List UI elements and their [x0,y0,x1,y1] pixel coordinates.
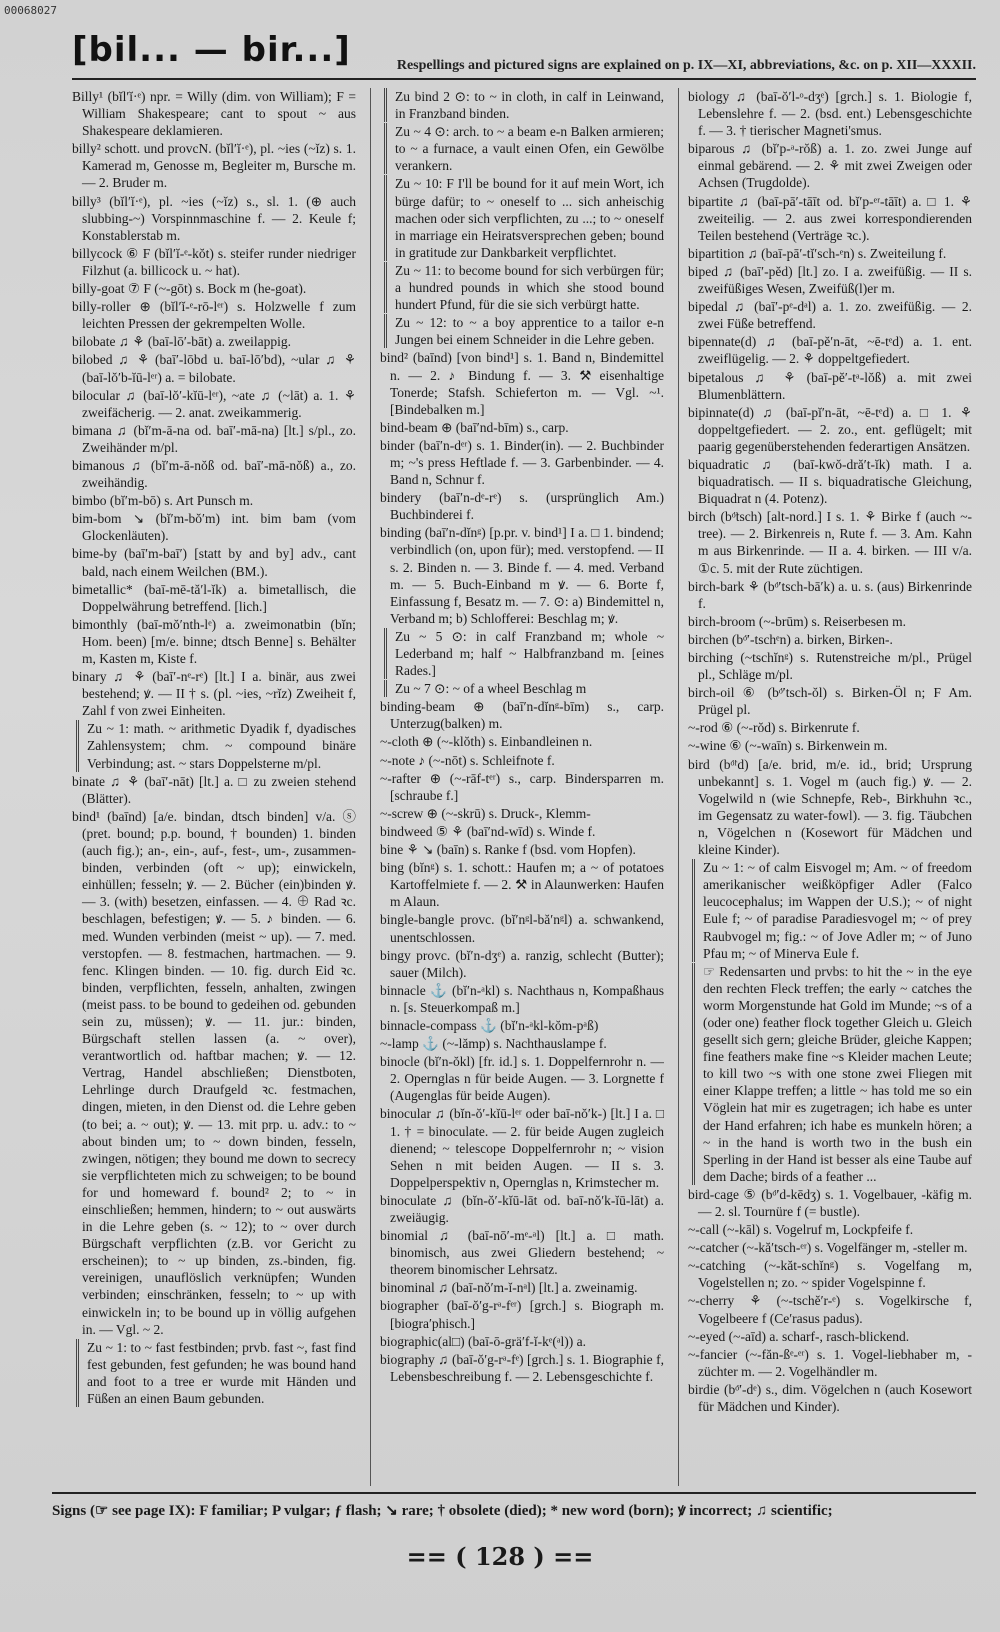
header-note: Respellings and pictured signs are explained on p. IX—XI, abbreviations, &c. on p. XII—XXXII. [396,58,976,73]
dictionary-entry: bipennate(d) ♫ (baī-pĕ′n-āt, ~ē-tᵉd) a. 1. ent. zweiflügelig. — 2. ⚘ doppeltgefiedert. [688,334,972,367]
dictionary-entry: billy³ (bĭl′ĭ·ᵉ), pl. ~ies (~ĭz) s., sl. 1. (⊕ auch slubbing-~) Vorspinnmaschine f. — 2. Keule f; Konstablerstab m. [72,193,356,243]
dictionary-entry: binocular ♫ (bĭn-ŏ′-kĭū-lᵉʳ oder baī-nŏ′k-) [lt.] I a. □ 1. † = binoculate. — 2. für beide Augen zugleich dienend; ~ telescope Doppelfernrohr n; ~ vision Sehen n mit beiden Augen. — II s. 3. Doppelperspektiv n, Opernglas n, Krimstecher m. [380,1106,664,1190]
dictionary-entry: binate ♫ ⚘ (baī′-nāt) [lt.] a. □ zu zweien stehend (Blätter). [72,773,356,806]
dictionary-entry: birchen (bᵒ̈′-tschᵉn) a. birken, Birken-. [688,631,893,647]
dictionary-entry: Zu ~ 4 ⊙: arch. to ~ a beam e-n Balken armieren; to ~ a furnace, a vault einen Ofen, ein Gewölbe verankern. [384,123,664,174]
dictionary-entry: bipetalous ♫ ⚘ (baī-pĕ′-tᵃ-lŏß) a. mit zwei Blumenblättern. [688,369,972,402]
dictionary-entry: ~-fancier (~-făn-ßᵉ-ᵉʳ) s. 1. Vogel-liebhaber m, -züchter m. — 2. Vogelhändler m. [688,1346,972,1379]
dictionary-entry: bind¹ (baīnd) [a/e. bindan, dtsch binden] v/a. ⓢ (pret. bound; p.p. bound, † bounden) 1. binden (auch fig.); an-, ein-, auf-, fest-, um-, zusammen-binden, verbinden (oft ~ up); einwickeln, einhüllen; fesseln; ꝟ. — 2. Bücher (ein)binden ꝟ. — 3. (with) besetzen, einfassen. — 4. ⊕ Rad ꝛc. beschlagen, befestigen; ꝟ. — 5. ♪ binden. — 6. med. Wunden verbinden (meist ~ up). — 7. med. verstopfen. — 8. festmachen, hartmachen. — 9. fenc. Klingen binden. — 10. fig. durch Eid ꝛc. binden, verpflichten, fesseln, anhalten, zwingen (meist pass. to be bound to gedeihen od. gebunden sein zu, müssen); ꝟ. — 11. jur.: binden, Bürgschaft stellen lassen (a. ~ over), verantwortlich od. haftbar machen; ꝟ. — 12. Vertrag, Handel abschließen; Dienstboten, Lehrlinge durch Draufgeld ꝛc. festmachen, dingen, mieten, in den Dienst od. die Lehre geben (to bei; a. ~ out); ꝟ. — 13. mit prp. u. adv.: to ~ about binden um; to ~ down binden, fesseln, zwingen, nötigen; they bound me down to secrecy sie verpflichteten mich zu schweigen; to be bound for und homeward f. bound² 2; to ~ in einschließen; hemmen, hindern; to ~ out auswärts in die Lehre geben (s. ~ 12); to ~ over durch Bürgschaft verpflichten (z.B. vor Gericht zu erscheinen); to ~ up binden, zs.-binden, fig. vereinigen, unauflöslich verknüpfen; Wunden verbinden; einschränken, fesseln; to ~ up with einwickeln in; to be bound up in völlig aufgehen in. — Vgl. ~ 2. [72,808,356,1337]
dictionary-entry: biquadratic ♫ (baī-kwŏ-dră′t-ĭk) math. I a. biquadratisch. — II s. biquadratische Gleichung, Biquadrat n (4. Potenz). [688,456,972,507]
dictionary-entry: ~-note ♪ (~-nōt) s. Schleifnote f. [380,752,555,768]
dictionary-entry: bindweed ⑤ ⚘ (baī′nd-wīd) s. Winde f. [380,823,596,839]
dictionary-entry: binocle (bĭ′n-ŏkl) [fr. id.] s. 1. Doppelfernrohr n. — 2. Opernglas n für beide Augen. — 3. Lorgnette f (Augenglas für beide Augen). [380,1054,664,1104]
dictionary-entry: bimanous ♫ (bĭ′m-ā-nŏß od. baī′-mā-nŏß) a., zo. zweihändig. [72,457,356,491]
dictionary-entry: billy² schott. und provcN. (bĭl′ĭ·ᵉ), pl. ~ies (~ĭz) s. 1. Kamerad m, Genosse m, Begleiter m, Bursche m. — 2. Bruder m. [72,141,356,191]
dictionary-entry: bimonthly (baī-mŏ′nth-lᵉ) a. zweimonatbin (bĭn; Hom. been) [m/e. binne; dtsch Benne] s. Behälter m, Kasten m, Kiste f. [72,616,356,666]
dictionary-entry: birdie (bᵒ̈′-dᵉ) s., dim. Vögelchen n (auch Kosewort für Mädchen und Kinder). [688,1381,972,1415]
dictionary-entry: ~-cloth ⊕ (~-klŏth) s. Einbandleinen n. [380,734,593,750]
dictionary-entry: Zu ~ 1: to ~ fast festbinden; prvb. fast ~, fast find fest gebunden, fest gefunden; he was bound hand and foot to a tree er wurde mit Händen und Füßen an einen Baum gebunden. [76,1339,356,1407]
dictionary-entry: bipinnate(d) ♫ (baī-pĭ′n-āt, ~ē-tᵉd) a. □ 1. ⚘ doppeltgefiedert. — 2. zo., ent. geflügelt; mit paarig gegenüberstehenden federartigen Ansätzen. [688,404,972,454]
dictionary-entry: ~-rod ⑥ (~-rŏd) s. Birkenrute f. [688,720,860,736]
column-divider-2 [678,88,679,1486]
dictionary-entry: ~-wine ⑥ (~-waīn) s. Birkenwein m. [688,738,888,754]
dictionary-entry: biographic(al□) (baī-ō-grä′f-ĭ-kᵉ(ᵃl)) a. [380,1333,587,1349]
page-number: == ( 128 ) == [406,1542,594,1571]
dictionary-entry: ~-lamp ⚓ (~-lămp) s. Nachthauslampe f. [380,1036,607,1052]
dictionary-entry: binominal ♫ (baī-nŏ′m-ĭ-nᵃl) [lt.] a. zweinamig. [380,1280,638,1296]
dictionary-entry: bind² (baīnd) [von bind¹] s. 1. Band n, Bindemittel n. — 2. ♪ Bindung f. — 3. ⚒ eisenhaltige Tonerde; Stafsh. Schieferton m. — Vgl. ~¹. [Bindebalken m.] [380,350,664,417]
dictionary-entry: Zu ~ 11: to become bound for sich verbürgen für; a hundred pounds in which she stood bound hundert Pfund, für die sie sich verbürgt hatte. [384,262,664,313]
dictionary-entry: binomial ♫ (baī-nō′-mᵉ-ᵃl) [lt.] a. □ math. binomisch, aus zwei Gliedern bestehend; ~ theorem binomischer Lehrsatz. [380,1228,664,1278]
scan-id: 00068027 [4,4,57,17]
dictionary-entry: binnacle ⚓ (bĭ′n-ᵃkl) s. Nachthaus n, Kompaßhaus n. [s. Steuerkompaß m.] [380,982,664,1015]
dictionary-entry: bing (bĭnᵍ) s. 1. schott.: Haufen m; a ~ of potatoes Kartoffelmiete f. — 2. ⚒ in Alaunwerken: Haufen m Alaun. [380,860,664,910]
dictionary-entry: bilobed ♫ ⚘ (baī′-lōbd u. baī-lō′bd), ~ular ♫ ⚘ (baī-lŏ′b-ĭū-lᵉʳ) a. = bilobate. [72,352,356,385]
page-header [72,30,976,80]
dictionary-entry: ~-catcher (~-kă′tsch-ᵉʳ) s. Vogelfänger m, -steller m. [688,1240,968,1256]
dictionary-entry: bind-beam ⊕ (baī′nd-bīm) s., carp. [380,419,569,435]
dictionary-entry: biographer (baī-ŏ′g-rᵃ-fᵉʳ) [grch.] s. Biograph m. [biogra′phisch.] [380,1298,664,1331]
dictionary-entry: ~-eyed (~-aīd) a. scharf-, rasch-blickend. [688,1328,910,1344]
dictionary-entry: birch-oil ⑥ (bᵒ̈′tsch-ŏl) s. Birken-Öl n; F Am. Prügel pl. [688,685,972,718]
dictionary-entry: binnacle-compass ⚓ (bĭ′n-ᵃkl-kŏm-pᵃß) [380,1017,599,1033]
dictionary-entry: binoculate ♫ (bĭn-ŏ′-kĭū-lāt od. baī-nŏ′k-ĭū-lāt) a. zweiäugig. [380,1192,664,1225]
dictionary-entry: Zu ~ 1: ~ of calm Eisvogel m; Am. ~ of freedom amerikanischer weißköpfiger Adler (Falco leucocephalus; im Wappen der U.S.); ~ of night Eule f; ~ of paradise Paradiesvogel m; ~ of prey Raubvogel m; fig.: ~ of Jove Adler m; ~ of Juno Pfau m; ~ of Minerva Eule f. [692,859,972,962]
dictionary-entry: bipartite ♫ (baī-pā′-tāīt od. bĭ′p-ᵉʳ-tāīt) a. □ 1. ⚘ zweiteilig. — 2. aus zwei korrespondierenden Teilen bestehend (Verträge ꝛc.). [688,193,972,243]
dictionary-entry: ~-cherry ⚘ (~-tschĕ′r-ᵉ) s. Vogelkirsche f, Vogelbeere f (Ce′rasus padus). [688,1293,972,1326]
dictionary-entry: billy-roller ⊕ (bĭl′ĭ-ᵉ-rō-lᵉʳ) s. Holzwelle f zum leichten Pressen der gekrempelten Wolle. [72,299,356,332]
dictionary-entry: birching (~tschĭnᵍ) s. Rutenstreiche m/pl., Prügel pl., Schläge m/pl. [688,650,972,683]
column-divider-1 [370,88,371,1486]
dictionary-entry: bilobate ♫ ⚘ (baī-lō′-bāt) a. zweilappig. [72,334,291,350]
dictionary-entry: ~-rafter ⊕ (~-rāf-tᵉʳ) s., carp. Bindersparren m. [schraube f.] [380,770,664,803]
dictionary-entry: birch (bᵒ̈tsch) [alt-nord.] I s. 1. ⚘ Birke f (auch ~-tree). — 2. Birkenreis n, Rute f. — 3. Am. Kahn m aus Birkenrinde. — II a. 4. birken. — III v/a. ①c. 5. mit der Rute züchtigen. [688,509,972,576]
dictionary-entry: bipedal ♫ (baī′-pᵉ-dᵃl) a. 1. zo. zweifüßig. — 2. zwei Füße betreffend. [688,299,972,332]
dictionary-entry: bimbo (bĭ′m-bō) s. Art Punsch m. [72,493,254,509]
dictionary-entry: Billy¹ (bĭl′ĭ·ᵉ) npr. = Willy (dim. von William); F = William Shakespeare; cant to spout ~ aus Shakespeare deklamieren. [72,89,356,139]
dictionary-entry: bird-cage ⑤ (bᵒ̈′d-kēdʒ) s. 1. Vogelbauer, -käfig m. — 2. sl. Tournüre f (= bustle). [688,1186,972,1219]
dictionary-entry: Zu bind 2 ⊙: to ~ in cloth, in calf in Leinwand, in Franzband binden. [384,88,664,122]
dictionary-entry: Zu ~ 1: math. ~ arithmetic Dyadik f, dyadisches Zahlensystem; chm. ~ compound binäre Verbindung; ast. ~ stars Doppelsterne m/pl. [76,720,356,771]
dictionary-entry: bilocular ♫ (baī-lŏ′-kĭū-lᵉʳ), ~ate ♫ (~lāt) a. 1. ⚘ zweifächerig. — 2. anat. zweikammerig. [72,387,356,420]
dictionary-entry: Zu ~ 5 ⊙: in calf Franzband m; whole ~ Lederband m; half ~ Halbfranzband m. [eines Rades.] [384,628,664,679]
dictionary-entry: Zu ~ 12: to ~ a boy apprentice to a tailor e-n Jungen bei einem Schneider in die Lehre geben. [384,314,664,348]
column-3 [688,88,972,1486]
dictionary-entry: bimetallic* (baī-mē-tă′l-ĭk) a. bimetallisch, die Doppelwährung betreffend. [lich.] [72,581,356,614]
dictionary-entry: birch-broom (~-brūm) s. Reiserbesen m. [688,613,906,629]
header-title: [bil... — bir...] [72,30,351,70]
dictionary-entry: billy-goat ⑦ F (~-gōt) s. Bock m (he-goat). [72,281,307,297]
dictionary-entry: ~-catching (~-kăt-schĭnᵍ) s. Vogelfang m, Vogelstellen n; zo. ~ spider Vogelspinne f. [688,1258,972,1291]
dictionary-entry: bim-bom ↘ (bĭ′m-bŏ′m) int. bim bam (vom Glockenläuten). [72,511,356,544]
dictionary-entry: biped ♫ (baī′-pĕd) [lt.] zo. I a. zweifüßig. — II s. zweifüßiges Wesen, Zweifüß(l)er m. [688,263,972,297]
signs-legend: Signs (☞ see page IX): F familiar; P vulgar; ƒ flash; ↘ rare; † obsolete (died); * new word (born); ꝟ incorrect; ♫ scientific; [52,1492,976,1528]
dictionary-entry: bipartition ♫ (baī-pā′-tĭ′sch-ᵉn) s. Zweiteilung f. [688,245,947,261]
dictionary-entry: bimana ♫ (bĭ′m-ā-na od. baī′-mā-na) [lt.] s/pl., zo. Zweihänder m/pl. [72,422,356,455]
dictionary-entry: binding-beam ⊕ (baī′n-dĭnᵍ-bīm) s., carp. Unterzug(balken) m. [380,699,664,732]
dictionary-entry: bindery (baī′n-dᵉ-rᵉ) s. (ursprünglich Am.) Buchbinderei f. [380,490,664,523]
dictionary-entry: Zu ~ 7 ⊙: ~ of a wheel Beschlag m [384,680,664,697]
dictionary-entry: Zu ~ 10: F I'll be bound for it auf mein Wort, ich bürge dafür; to ~ oneself to ... sich anheischig machen oder sich verpflichten, zu ...; to ~ oneself in marriage ein Heiratsversprechen geben; bound in gratitude zur Dankbarkeit verpflichtet. [384,175,664,260]
column-2 [380,88,664,1486]
dictionary-entry: biparous ♫ (bĭ′p-ᵃ-rŏß) a. 1. zo. zwei Junge auf einmal gebärend. — 2. ⚘ mit zwei Zweigen oder Achsen (Trugdolde). [688,141,972,191]
dictionary-entry: bird (bᵒ̈ʳd) [a/e. brid, m/e. id., brid; Ursprung unbekannt] s. 1. Vogel m (auch fig.) ꝟ. — 2. Vogelwild n (wie Schnepfe, Reb-, Birkhuhn ꝛc., im Gegensatz zu water-fowl). — 3. fig. Täubchen n, Vögelchen n (Kosewort für Mädchen und kleine Kinder). [688,756,972,858]
dictionary-entry: biography ♫ (baī-ŏ′g-rᵃ-fᵉ) [grch.] s. 1. Biographie f, Lebensbeschreibung f. — 2. Lebensgeschichte f. [380,1351,664,1384]
dictionary-entry: bime-by (baī′m-baī′) [statt by and by] adv., cant bald, nach einem Weilchen (BM.). [72,546,356,579]
column-1 [72,88,356,1486]
dictionary-entry: ~-call (~-kāl) s. Vogelruf m, Lockpfeife f. [688,1222,914,1238]
dictionary-entry: billycock ⑥ F (bĭl′ĭ-ᵉ-kŏt) s. steifer runder niedriger Filzhut (a. billicock u. ~ hat). [72,245,356,278]
dictionary-entry: binary ♫ ⚘ (baī′-nᵉ-rᵉ) [lt.] I a. binär, aus zwei bestehend; ꝟ. — II † s. (pl. ~ies, ~rĭz) Zweiheit f, Zahl f von zwei Einheiten. [72,669,356,719]
dictionary-columns [72,88,976,1486]
dictionary-entry: biology ♫ (baī-ŏ′l-ᵒ-dʒᵉ) [grch.] s. 1. Biologie f, Lebenslehre f. — 2. (bsd. ent.) Lebensgeschichte f. — 3. † tierischer Magneti'smus. [688,89,972,139]
dictionary-entry: binder (baī′n-dᵉʳ) s. 1. Binder(in). — 2. Buchbinder m; ~'s press Heftlade f. — 3. Garbenbinder. — 4. Band n, Schnur f. [380,437,664,488]
dictionary-entry: ~-screw ⊕ (~-skrū) s. Druck-, Klemm- [380,805,591,821]
dictionary-entry: bine ⚘ ↘ (baīn) s. Ranke f (bsd. vom Hopfen). [380,842,636,858]
dictionary-entry: bingle-bangle provc. (bĭ′nᵍl-bă′nᵍl) a. schwankend, unentschlossen. [380,912,664,945]
dictionary-entry: ☞ Redensarten und prvbs: to hit the ~ in the eye den rechten Fleck treffen; the early ~ catches the worm Morgenstunde hat Gold im Munde; ~s of a (oder one) feather flock together Gleich u. Gleich gesellt sich gern; gleiche Brüder, gleiche Kappen; fine feathers make fine ~s Kleider machen Leute; to kill two ~s with one stone zwei Fliegen mit einer Klappe treffen; a little ~ has told me so ein Vöglein hat mir es zugetragen; ich habe es unter der Hand erfahren; ich habe es munkeln hören; a ~ in the hand is worth two in the bush ein Sperling in der Hand ist besser als eine Taube auf dem Dache; birds of a feather ... [692,963,972,1185]
dictionary-entry: binding (baī′n-dĭnᵍ) [p.pr. v. bind¹] I a. □ 1. bindend; verbindlich (on, upon für); med. verstopfend. — II s. 2. Binden n. — 3. Binde f. — 4. med. Verband m. — 5. Buch-Einband m ꝟ. — 6. Borte f, Einfassung f, Besatz m. — 7. ⊙: a) Bindemittel n, Verband m; b) Schlofferei: Beschlag m; ꝟ. [380,525,664,626]
dictionary-entry: bingy provc. (bĭ′n-dʒᵉ) a. ranzig, schlecht (Butter); sauer (Milch). [380,947,664,980]
dictionary-entry: birch-bark ⚘ (bᵒ̈′tsch-bā′k) a. u. s. (aus) Birkenrinde f. [688,578,972,611]
